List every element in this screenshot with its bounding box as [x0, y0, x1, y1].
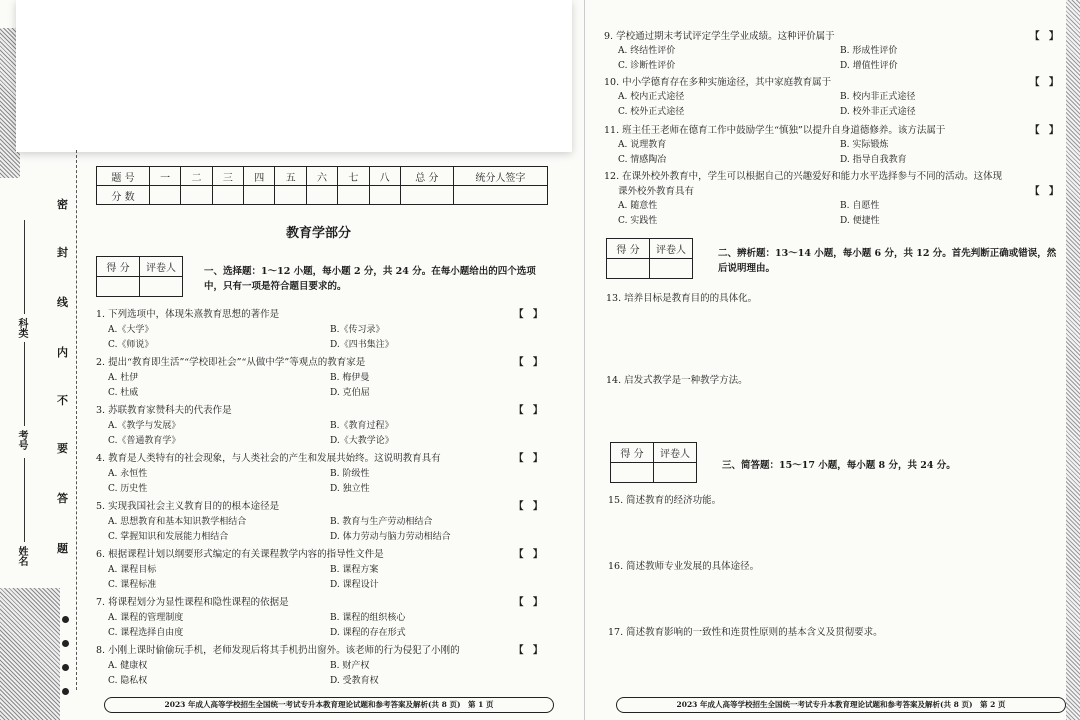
- question-16: 16. 简述教师专业发展的具体途径。: [608, 561, 760, 572]
- seal-char: 内: [57, 346, 68, 359]
- table-header-cell: 七: [338, 167, 369, 186]
- answer-bracket: 【 】: [514, 405, 543, 416]
- option-b: B. 形成性评价: [840, 46, 898, 56]
- option-b: B.《教育过程》: [330, 421, 394, 431]
- option-c: C. 历史性: [108, 484, 148, 494]
- binding-hole: [62, 640, 69, 647]
- table-header-cell: 二: [181, 167, 212, 186]
- grade-box-label: 得 分: [611, 443, 654, 463]
- crosshatch-pattern-right: [1066, 0, 1080, 720]
- option-a: A. 思想教育和基本知识教学相结合: [108, 517, 247, 527]
- option-a: A.《教学与发展》: [108, 421, 181, 431]
- question-3: 3. 苏联教育家赞科夫的代表作是: [96, 405, 232, 416]
- option-b: B. 校内非正式途径: [840, 92, 916, 102]
- option-a: A. 永恒性: [108, 469, 148, 479]
- part3-instructions: 三、简答题：15～17 小题，每小题 8 分，共 24 分。: [722, 460, 956, 471]
- grade-box-label: 评卷人: [140, 257, 183, 277]
- answer-bracket: 【 】: [514, 645, 543, 656]
- question-15: 15. 简述教育的经济功能。: [608, 495, 722, 506]
- option-d: D. 克伯屈: [330, 388, 370, 398]
- seal-char: 题: [57, 542, 68, 555]
- option-d: D. 受教育权: [330, 676, 379, 686]
- grade-box-label: 评卷人: [654, 443, 697, 463]
- option-d: D. 增值性评价: [840, 61, 898, 71]
- option-a: A. 课程的管理制度: [108, 613, 184, 623]
- field-line-kelei: [24, 220, 25, 314]
- option-b: B. 课程方案: [330, 565, 379, 575]
- option-b: B. 课程的组织核心: [330, 613, 406, 623]
- option-b: B. 梅伊曼: [330, 373, 370, 383]
- field-label-kelei: 科类: [16, 318, 27, 338]
- crosshatch-pattern-bottom: [0, 588, 60, 720]
- score-summary-table: [96, 166, 548, 205]
- question-14: 14. 启发式教学是一种教学方法。: [606, 375, 748, 386]
- part2-instructions: 二、辨析题：13～14 小题，每小题 6 分，共 12 分。首先判断正确或错误，然后说明理由。: [718, 248, 1057, 274]
- question-10: 10. 中小学德育存在多种实施途径，其中家庭教育属于: [604, 77, 832, 88]
- option-c: C. 校外正式途径: [618, 107, 685, 117]
- option-c: C. 杜威: [108, 388, 139, 398]
- table-header-cell: 一: [149, 167, 180, 186]
- option-d: D.《四书集注》: [330, 340, 394, 350]
- option-d: D. 校外非正式途径: [840, 107, 916, 117]
- seal-char: 线: [57, 296, 68, 309]
- binding-hole: [62, 664, 69, 671]
- answer-bracket: 【 】: [514, 309, 543, 320]
- score-cell[interactable]: [453, 186, 547, 205]
- grade-box-cell[interactable]: [140, 277, 183, 297]
- option-d: D. 指导自我教育: [840, 155, 907, 165]
- score-cell[interactable]: [181, 186, 212, 205]
- grade-box-part3: [610, 442, 697, 483]
- option-d: D. 体力劳动与脑力劳动相结合: [330, 532, 451, 542]
- option-c: C. 隐私权: [108, 676, 148, 686]
- answer-bracket: 【 】: [1030, 31, 1059, 42]
- field-label-kaohao: 考号: [16, 430, 27, 450]
- question-9: 9. 学校通过期末考试评定学生学业成绩。这种评价属于: [604, 31, 835, 42]
- option-c: C. 课程标准: [108, 580, 157, 590]
- grade-box-cell[interactable]: [654, 463, 697, 483]
- option-a: A. 健康权: [108, 661, 148, 671]
- binding-hole: [62, 688, 69, 695]
- option-c: C.《师说》: [108, 340, 154, 350]
- question-8: 8. 小刚上课时偷偷玩手机，老师发现后将其手机扔出窗外。该老师的行为侵犯了小刚的: [96, 645, 460, 656]
- option-c: C. 实践性: [618, 216, 658, 226]
- grade-box-label: 得 分: [607, 239, 650, 259]
- seal-char: 不: [57, 394, 68, 407]
- option-b: B. 实际锻炼: [840, 140, 889, 150]
- score-cell[interactable]: [149, 186, 180, 205]
- table-header-cell: 题 号: [97, 167, 150, 186]
- seal-char: 要: [57, 442, 68, 455]
- option-b: B. 财产权: [330, 661, 370, 671]
- score-cell[interactable]: [244, 186, 275, 205]
- paper-cover-overlay: [16, 0, 572, 152]
- table-header-cell: 六: [306, 167, 337, 186]
- seal-char: 答: [57, 492, 68, 505]
- grade-box-part1: [96, 256, 183, 297]
- table-header-cell: 四: [244, 167, 275, 186]
- table-header-cell: 三: [212, 167, 243, 186]
- page-divider: [584, 0, 585, 720]
- question-2: 2. 提出“教育即生活”“学校即社会”“从做中学”等观点的教育家是: [96, 357, 366, 368]
- option-d: D.《大教学论》: [330, 436, 394, 446]
- score-cell[interactable]: [306, 186, 337, 205]
- score-cell[interactable]: [212, 186, 243, 205]
- option-a: A. 校内正式途径: [618, 92, 685, 102]
- score-cell[interactable]: [275, 186, 306, 205]
- option-a: A. 说理教育: [618, 140, 667, 150]
- binding-hole: [62, 616, 69, 623]
- grade-box-label: 评卷人: [650, 239, 693, 259]
- answer-bracket: 【 】: [514, 501, 543, 512]
- question-1: 1. 下列选项中，体现朱熹教育思想的著作是: [96, 309, 280, 320]
- answer-bracket: 【 】: [1030, 77, 1059, 88]
- answer-bracket: 【 】: [514, 597, 543, 608]
- footer-page-1: 2023 年成人高等学校招生全国统一考试专升本教育理论试题和参考答案及解析(共 8 页) 第 1 页: [104, 697, 554, 713]
- question-12-cont: 课外校外教育具有: [618, 186, 695, 197]
- answer-bracket: 【 】: [514, 549, 543, 560]
- question-11: 11. 班主任王老师在德育工作中鼓励学生“慎独”以提升自身道德修养。该方法属于: [604, 125, 946, 136]
- option-d: D. 独立性: [330, 484, 370, 494]
- field-line-kaohao: [24, 342, 25, 426]
- question-12: 12. 在课外校外教育中，学生可以根据自己的兴趣爱好和能力水平选择参与不同的活动。这体现: [604, 171, 1003, 182]
- question-4: 4. 教育是人类特有的社会现象，与人类社会的产生和发展共始终。这说明教育具有: [96, 453, 441, 464]
- score-cell[interactable]: [338, 186, 369, 205]
- grade-box-label: 得 分: [97, 257, 140, 277]
- option-a: A. 课程目标: [108, 565, 157, 575]
- field-line-xingming: [24, 458, 25, 542]
- option-d: D. 便捷性: [840, 216, 880, 226]
- answer-bracket: 【 】: [1030, 125, 1059, 136]
- option-a: A.《大学》: [108, 325, 154, 335]
- option-a: A. 终结性评价: [618, 46, 676, 56]
- question-7: 7. 将课程划分为显性课程和隐性课程的依据是: [96, 597, 289, 608]
- option-c: C.《普通教育学》: [108, 436, 181, 446]
- grade-box-cell[interactable]: [650, 259, 693, 279]
- section-title: 教育学部分: [286, 226, 352, 241]
- option-d: D. 课程的存在形式: [330, 628, 406, 638]
- option-c: C. 诊断性评价: [618, 61, 676, 71]
- question-5: 5. 实现我国社会主义教育目的的根本途径是: [96, 501, 280, 512]
- table-row-label: 分 数: [97, 186, 150, 205]
- table-header-cell: 五: [275, 167, 306, 186]
- answer-bracket: 【 】: [514, 357, 543, 368]
- option-b: B. 自愿性: [840, 201, 880, 211]
- option-a: A. 随意性: [618, 201, 658, 211]
- score-cell[interactable]: [369, 186, 400, 205]
- option-c: C. 掌握知识和发展能力相结合: [108, 532, 229, 542]
- grade-box-cell[interactable]: [611, 463, 654, 483]
- option-b: B. 阶级性: [330, 469, 370, 479]
- option-b: B.《传习录》: [330, 325, 385, 335]
- answer-bracket: 【 】: [1030, 186, 1059, 197]
- option-d: D. 课程设计: [330, 580, 379, 590]
- footer-page-2: 2023 年成人高等学校招生全国统一考试专升本教育理论试题和参考答案及解析(共 8 页) 第 2 页: [616, 697, 1066, 713]
- grade-box-cell[interactable]: [607, 259, 650, 279]
- option-a: A. 杜伊: [108, 373, 139, 383]
- grade-box-cell[interactable]: [97, 277, 140, 297]
- score-cell[interactable]: [400, 186, 453, 205]
- option-c: C. 课程选择自由度: [108, 628, 184, 638]
- option-b: B. 教育与生产劳动相结合: [330, 517, 433, 527]
- seal-char: 封: [57, 246, 68, 259]
- table-header-cell: 统分人签字: [453, 167, 547, 186]
- part1-instructions: 一、选择题：1～12 小题，每小题 2 分，共 24 分。在每小题给出的四个选项中，只有一项是符合题目要求的。: [204, 266, 536, 292]
- option-c: C. 情感陶冶: [618, 155, 667, 165]
- field-label-xingming: 姓名: [16, 546, 27, 566]
- seal-char: 密: [57, 198, 68, 211]
- question-6: 6. 根据课程计划以纲要形式编定的有关课程教学内容的指导性文件是: [96, 549, 384, 560]
- binding-dashed-line: [76, 150, 77, 690]
- answer-bracket: 【 】: [514, 453, 543, 464]
- question-13: 13. 培养目标是教育目的的具体化。: [606, 293, 758, 304]
- question-17: 17. 简述教育影响的一致性和连贯性原则的基本含义及贯彻要求。: [608, 627, 883, 638]
- grade-box-part2: [606, 238, 693, 279]
- table-header-cell: 总 分: [400, 167, 453, 186]
- table-header-cell: 八: [369, 167, 400, 186]
